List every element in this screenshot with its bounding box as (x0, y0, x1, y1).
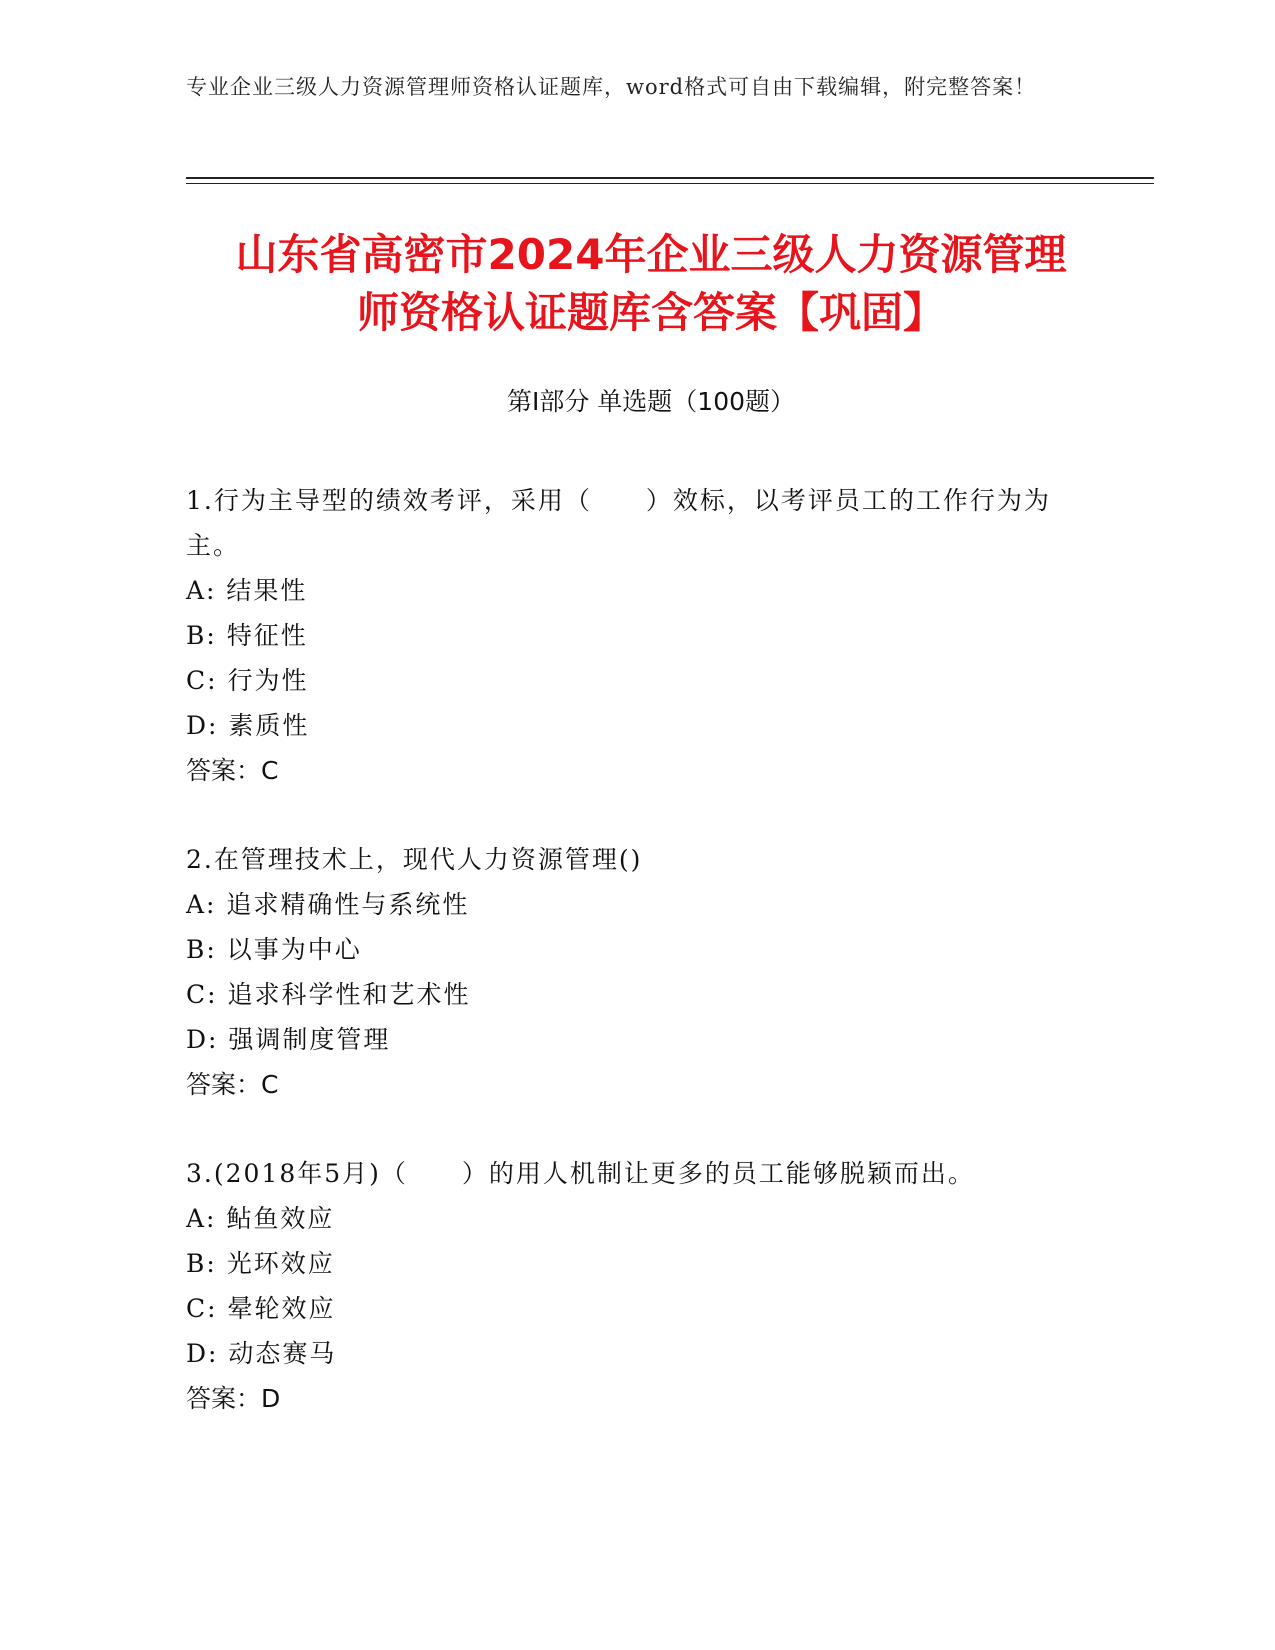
document-title (186, 226, 1116, 342)
question-2 (186, 837, 1066, 1107)
option-a: A: 结果性 (186, 576, 308, 605)
header-divider-thin (186, 183, 1154, 184)
option-d: D: 素质性 (186, 711, 310, 740)
answer: 答案：C (186, 1070, 279, 1099)
header-note: 专业企业三级人力资源管理师资格认证题库，word格式可自由下载编辑，附完整答案！ (186, 75, 1037, 99)
option-d: D: 强调制度管理 (186, 1025, 391, 1054)
option-b: B: 特征性 (186, 621, 308, 650)
question-1 (186, 478, 1066, 793)
option-a: A: 追求精确性与系统性 (186, 890, 470, 919)
option-b: B: 光环效应 (186, 1249, 335, 1278)
answer: 答案：D (186, 1384, 281, 1413)
question-3 (186, 1151, 1066, 1421)
question-list (186, 478, 1066, 1465)
question-text: 1.行为主导型的绩效考评，采用（ ）效标，以考评员工的工作行为为主。 (186, 486, 1051, 560)
document-title-line-2: 师资格认证题库含答案【巩固】 (356, 288, 945, 337)
section-heading: 第I部分 单选题（100题） (506, 387, 796, 416)
option-c: C: 晕轮效应 (186, 1294, 336, 1323)
header-divider-thick (186, 177, 1154, 179)
option-b: B: 以事为中心 (186, 935, 362, 964)
option-c: C: 行为性 (186, 666, 309, 695)
option-d: D: 动态赛马 (186, 1339, 337, 1368)
option-a: A: 鲇鱼效应 (186, 1204, 335, 1233)
document-title-line-1: 山东省高密市2024年企业三级人力资源管理 (235, 230, 1067, 279)
option-c: C: 追求科学性和艺术性 (186, 980, 471, 1009)
answer: 答案：C (186, 756, 279, 785)
question-text: 2.在管理技术上，现代人力资源管理() (186, 845, 643, 874)
question-text: 3.(2018年5月)（ ）的用人机制让更多的员工能够脱颖而出。 (186, 1159, 975, 1188)
